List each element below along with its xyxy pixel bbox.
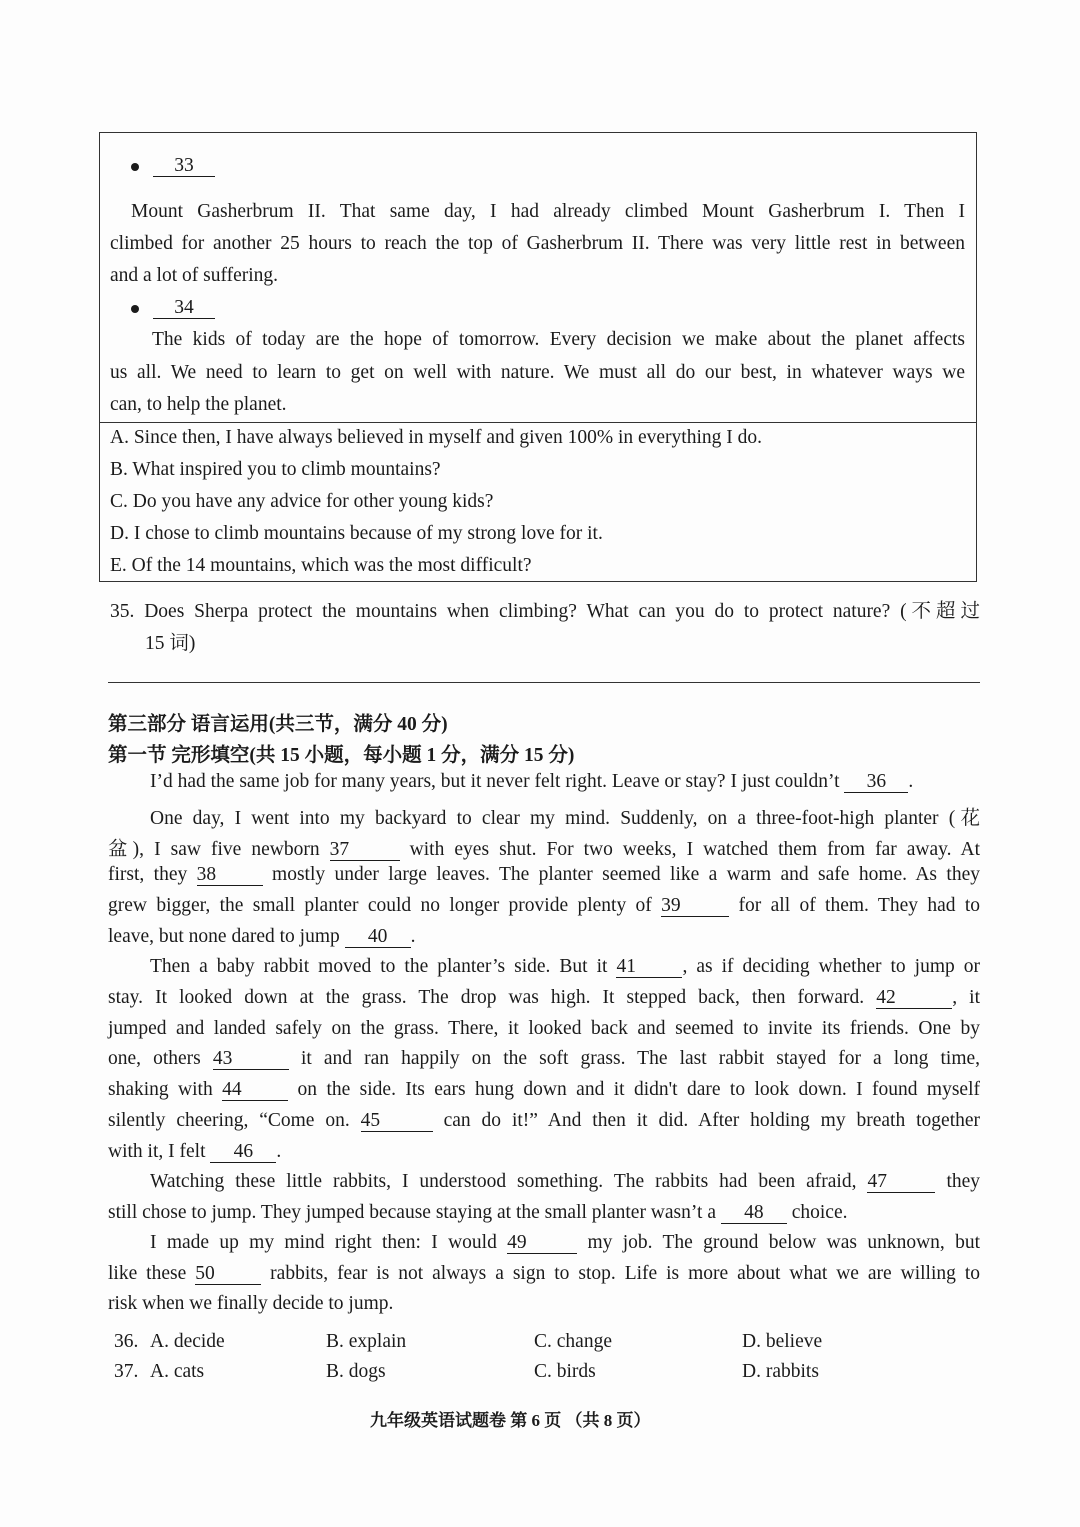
passage-text: my job. The ground below was unknown, but <box>587 1232 981 1253</box>
answer-blank-48[interactable]: 48 <box>721 1203 787 1224</box>
choice-option-c[interactable]: C. change <box>534 1331 612 1352</box>
passage-text: like these <box>108 1263 187 1284</box>
passage-text: choice. <box>791 1202 848 1223</box>
choice-number: 36. <box>114 1331 139 1352</box>
passage-text: I made up my mind right then: I would <box>150 1232 497 1253</box>
passage-text: I’d had the same job for many years, but it never felt right. Leave or stay? I just couldn’t <box>150 771 840 792</box>
passage-text: shaking with <box>108 1079 213 1100</box>
box-para2-line: us all. We need to learn to get on well with nature. We must all do our best, in whatever ways we <box>110 362 965 383</box>
choice-option-b[interactable]: B. explain <box>326 1331 407 1352</box>
answer-blank-46[interactable]: 46 <box>210 1142 276 1163</box>
q34-line <box>131 297 215 319</box>
passage-line <box>150 1171 980 1193</box>
passage-text: stay. It looked down at the grass. The drop was high. It stepped back, then forward. <box>108 987 865 1008</box>
passage-text: silently cheering, “Come on. <box>108 1110 350 1131</box>
passage-text: rabbits, fear is not always a sign to stop. Life is more about what we are willing to <box>270 1263 981 1284</box>
q33-line <box>131 155 215 177</box>
box-para1-line: climbed for another 25 hours to reach the top of Gasherbrum II. There was very little rest in between <box>110 233 965 254</box>
part-title: 第三部分 语言运用(共三节，满分 40 分) <box>108 714 448 735</box>
reading-box <box>99 132 977 582</box>
choice-option-d[interactable]: D. believe <box>742 1331 823 1352</box>
passage-line <box>108 1110 980 1132</box>
option-d: D. I chose to climb mountains because of my strong love for it. <box>110 523 603 544</box>
passage-text: they <box>946 1171 981 1192</box>
passage-line <box>108 864 980 886</box>
choice-option-b[interactable]: B. dogs <box>326 1361 386 1382</box>
box-para2-line: can, to help the planet. <box>110 394 287 415</box>
passage-line: jumped and landed safely on the grass. There, it looked back and seemed to invite its friends. One by <box>108 1018 980 1039</box>
passage-line <box>108 1048 980 1070</box>
answer-blank-44[interactable]: 44 <box>222 1080 288 1101</box>
choice-option-d[interactable]: D. rabbits <box>742 1361 819 1382</box>
option-a: A. Since then, I have always believed in myself and given 100% in everything I do. <box>110 427 762 448</box>
option-c: C. Do you have any advice for other young kids? <box>110 491 494 512</box>
passage-text: . <box>410 926 416 947</box>
q35-line1: 35. Does Sherpa protect the mountains when climbing? What can you do to protect nature? (不超过 <box>110 601 980 622</box>
passage-text: , it <box>952 987 980 1008</box>
passage-text: mostly under large leaves. The planter seemed like a warm and safe home. As they <box>272 864 980 885</box>
answer-blank-39[interactable]: 39 <box>661 896 729 917</box>
option-e: E. Of the 14 mountains, which was the most difficult? <box>110 555 532 576</box>
answer-blank-45[interactable]: 45 <box>361 1111 433 1132</box>
choice-option-a[interactable]: A. decide <box>150 1331 225 1352</box>
box-para1-line: Mount Gasherbrum II. That same day, I had already climbed Mount Gasherbrum I. Then I <box>131 201 965 222</box>
box-divider <box>99 422 977 423</box>
passage-line <box>108 926 416 948</box>
passage-text: , as if deciding whether to jump or <box>682 956 980 977</box>
answer-blank-49[interactable]: 49 <box>507 1233 577 1254</box>
answer-blank-36[interactable]: 36 <box>844 772 908 793</box>
passage-text: . <box>908 771 914 792</box>
box-para2-line: The kids of today are the hope of tomorrow. Every decision we make about the planet affects <box>152 329 965 350</box>
passage-line <box>150 771 913 793</box>
q35-line2: 15 词) <box>145 633 196 654</box>
passage-line <box>108 1202 848 1224</box>
choice-option-c[interactable]: C. birds <box>534 1361 596 1382</box>
passage-text: leave, but none dared to jump <box>108 926 340 947</box>
passage-text: it and ran happily on the soft grass. The last rabbit stayed for a long time, <box>300 1048 981 1069</box>
passage-line <box>108 1079 980 1101</box>
passage-line <box>108 833 980 861</box>
answer-blank-47[interactable]: 47 <box>867 1172 935 1193</box>
choice-option-a[interactable]: A. cats <box>150 1361 205 1382</box>
passage-text: Then a baby rabbit moved to the planter’s side. But it <box>150 956 608 977</box>
passage-text: first, they <box>108 864 188 885</box>
passage-text: Watching these little rabbits, I understood something. The rabbits had been afraid, <box>150 1171 857 1192</box>
passage-text: grew bigger, the small planter could no longer provide plenty of <box>108 895 652 916</box>
passage-line <box>108 895 980 917</box>
passage-line <box>108 987 980 1009</box>
section-title: 第一节 完形填空(共 15 小题，每小题 1 分，满分 15 分) <box>108 745 575 766</box>
choice-number: 37. <box>114 1361 139 1382</box>
answer-blank-33[interactable]: 33 <box>153 156 215 177</box>
page-footer: 九年级英语试题卷 第 6 页 （共 8 页） <box>370 1411 651 1430</box>
answer-blank-40[interactable]: 40 <box>345 927 411 948</box>
passage-text: 盆), I saw five newborn <box>108 839 320 860</box>
passage-line: One day, I went into my backyard to clear my mind. Suddenly, on a three-foot-high planter (花 <box>150 808 980 829</box>
bullet-icon <box>131 163 139 171</box>
answer-blank-38[interactable]: 38 <box>197 865 263 886</box>
answer-blank-43[interactable]: 43 <box>213 1049 289 1070</box>
passage-line <box>150 1232 980 1254</box>
answer-blank-42[interactable]: 42 <box>876 988 952 1009</box>
passage-text: can do it!” And then it did. After holding my breath together <box>443 1110 981 1131</box>
answer-line-35[interactable] <box>108 682 980 683</box>
passage-text: with eyes shut. For two weeks, I watched them from far away. At <box>409 839 980 860</box>
answer-blank-41[interactable]: 41 <box>616 957 682 978</box>
bullet-icon <box>131 305 139 313</box>
passage-text: on the side. Its ears hung down and it didn't dare to look down. I found myself <box>297 1079 980 1100</box>
passage-text: with it, I felt <box>108 1141 206 1162</box>
passage-text: still chose to jump. They jumped because staying at the small planter wasn’t a <box>108 1202 716 1223</box>
passage-text: . <box>276 1141 282 1162</box>
answer-blank-50[interactable]: 50 <box>195 1264 261 1285</box>
option-b: B. What inspired you to climb mountains? <box>110 459 441 480</box>
passage-line: risk when we finally decide to jump. <box>108 1293 394 1314</box>
passage-text: one, others <box>108 1048 201 1069</box>
passage-line <box>108 1141 281 1163</box>
passage-text: for all of them. They had to <box>738 895 981 916</box>
box-para1-line: and a lot of suffering. <box>110 265 279 286</box>
passage-line <box>108 1263 980 1285</box>
answer-blank-37[interactable]: 37 <box>330 840 400 861</box>
passage-line <box>150 956 980 978</box>
answer-blank-34[interactable]: 34 <box>153 298 215 319</box>
